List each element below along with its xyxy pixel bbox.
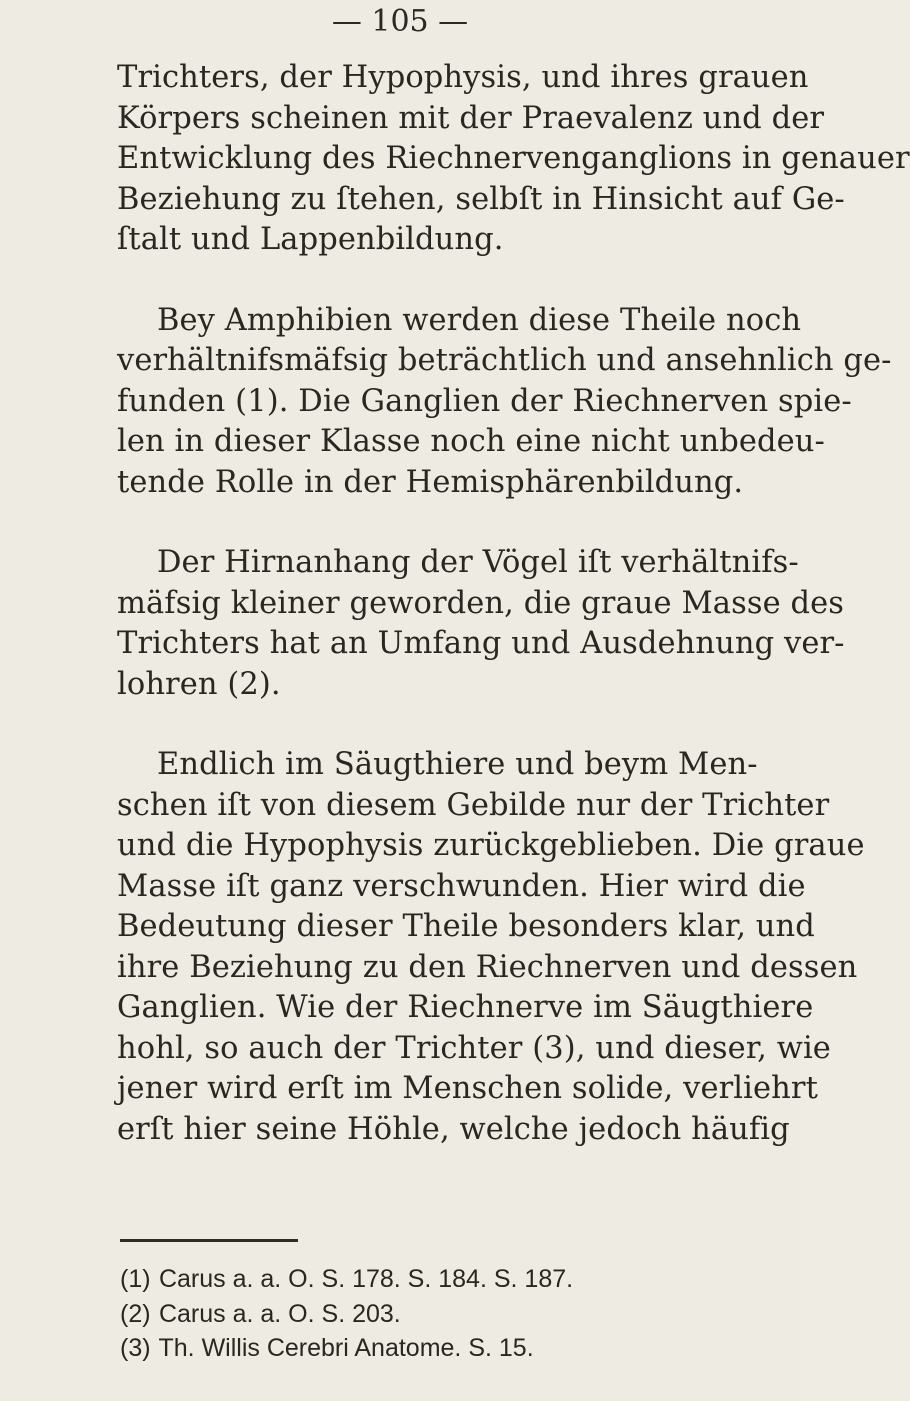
text-line: ſtalt und Lappenbildung.	[117, 222, 504, 257]
text-line: Masse iſt ganz verschwunden. Hier wird die	[117, 868, 806, 904]
footnote-mark: (3)	[120, 1334, 151, 1362]
text-line: verhältnifsmäfsig beträchtlich und ansehnlich ge-	[117, 343, 892, 378]
text-line: Trichters hat an Umfang und Ausdehnung ver-	[117, 626, 845, 661]
footnote-mark: (1)	[120, 1265, 151, 1293]
text-line: erſt hier seine Höhle, welche jedoch häufig	[117, 1111, 790, 1147]
paragraph-4	[117, 745, 865, 1150]
text-line: Trichters, der Hypophysis, und ihres grauen	[117, 60, 809, 95]
text-line: funden (1). Die Ganglien der Riechnerven spie-	[117, 383, 852, 419]
text-line: Der Hirnanhang der Vögel iſt verhältnifs-	[157, 545, 799, 580]
text-line: Körpers scheinen mit der Praevalenz und der	[117, 100, 825, 136]
footnote-3	[120, 1331, 720, 1366]
footnotes	[120, 1262, 720, 1366]
text-line: lohren (2).	[117, 666, 281, 702]
text-line: und die Hypophysis zurückgeblieben. Die graue	[117, 828, 865, 863]
footnote-1	[120, 1262, 720, 1297]
footnote-2	[120, 1297, 720, 1332]
text-line: Bey Amphibien werden diese Theile noch	[157, 302, 802, 338]
text-line: Endlich im Säugthiere und beym Men-	[157, 747, 758, 782]
paragraph-2	[117, 301, 892, 504]
page-number: — 105 —	[331, 4, 469, 39]
text-line: Entwicklung des Riechnervenganglions in genauer	[117, 141, 910, 176]
text-line: hohl, so auch der Trichter (3), und dieser, wie	[117, 1030, 831, 1066]
text-line: mäfsig kleiner geworden, die graue Masse des	[117, 585, 845, 621]
text-line: Ganglien. Wie der Riechnerve im Säugthiere	[117, 990, 814, 1025]
footnote-text: Th. Willis Cerebri Anatome. S. 15.	[158, 1334, 534, 1362]
paragraph-1	[117, 58, 910, 261]
text-line: schen iſt von diesem Gebilde nur der Trichter	[117, 787, 830, 823]
paragraph-3	[117, 543, 845, 705]
text-line: len in dieser Klasse noch eine nicht unbedeu-	[117, 424, 825, 459]
text-line: tende Rolle in der Hemisphärenbildung.	[117, 464, 744, 500]
footnote-text: Carus a. a. O. S. 178. S. 184. S. 187.	[158, 1265, 574, 1293]
text-line: Bedeutung dieser Theile besonders klar, und	[117, 909, 815, 944]
text-line: Beziehung zu ſtehen, selbſt in Hinsicht auf Ge-	[117, 181, 845, 217]
text-line: ihre Beziehung zu den Riechnerven und dessen	[117, 949, 858, 985]
footnote-text: Carus a. a. O. S. 203.	[158, 1299, 401, 1328]
footnote-divider	[120, 1239, 298, 1242]
text-line: jener wird erſt im Menschen solide, verliehrt	[117, 1071, 818, 1106]
main-text	[117, 58, 910, 1190]
footnote-mark: (2)	[120, 1299, 151, 1328]
